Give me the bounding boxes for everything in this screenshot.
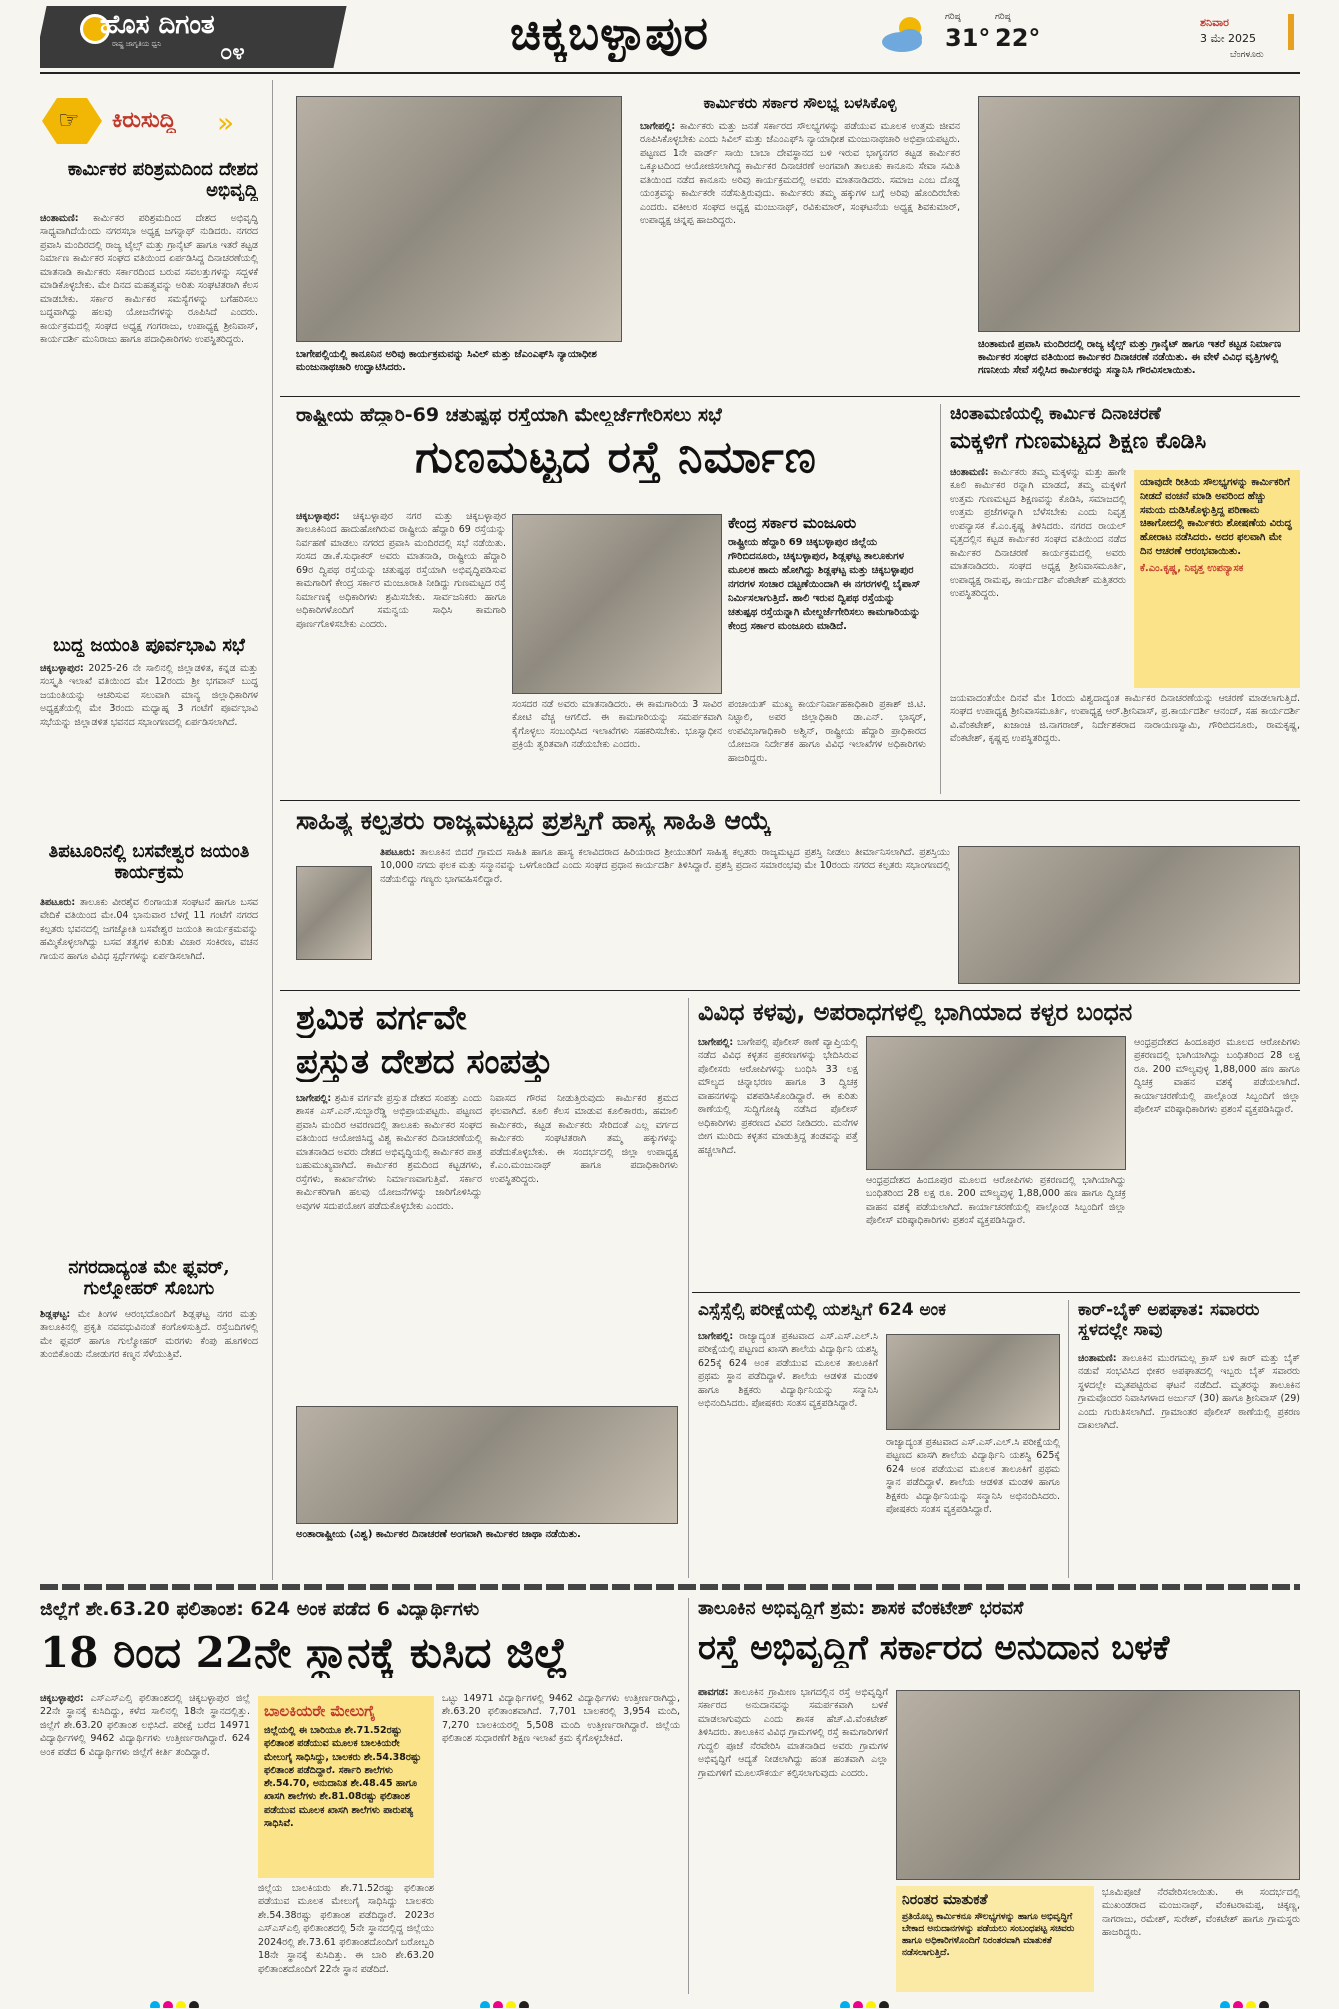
- temp-max: 31°: [945, 24, 991, 52]
- section-divider: [280, 396, 1300, 397]
- black-dot: [519, 2001, 529, 2008]
- paper-tagline: ರಾಷ್ಟ್ರ ಜಾಗೃತಿಯ ಧ್ವನಿ: [112, 40, 162, 48]
- story-headline: ವಿವಿಧ ಕಳವು, ಅಪರಾಧಗಳಲ್ಲಿ ಭಾಗಿಯಾದ ಕಳ್ಳರ ಬಂಧನ: [698, 998, 1133, 1026]
- brief-body: ಶಿಡ್ಲಘಟ್ಟ: ಮೇ ತಿಂಗಳ ಆರಂಭದೊಂದಿಗೆ ಶಿಡ್ಲಘಟ್ಟ ನಗರ ಮತ್ತು ತಾಲೂಕಿನಲ್ಲಿ ಪ್ರಕೃತಿ ನವವಧುವಿನಂತೆ ಕಂಗೊಳಿಸುತ್ತಿದೆ. ರಸ್ತೆಬದಿಗಳಲ್ಲಿ ಮೇ ಫ್ಲವರ್ ಹಾಗೂ ಗುಲ್ಮೋಹರ್ ಮರಗಳು ಕೆಂಪು ಹೂಗಳಿಂದ ತುಂಬಿಕೊಂಡು ನೋಡುಗರ ಕಣ್ಮನ ಸೆಳೆಯುತ್ತಿವೆ.: [40, 1309, 258, 1361]
- issue-date: 3 ಮೇ 2025: [1200, 32, 1257, 45]
- box-body: ಪ್ರತಿಯೊಬ್ಬ ಕಾರ್ಮಿಕನೂ ಸೌಲಭ್ಯಗಳನ್ನು ಹಾಗೂ ಅಭಿವೃದ್ಧಿಗೆ ಬೇಕಾದ ಅನುದಾನಗಳನ್ನು ಪಡೆಯಲು ಸಂಬಂಧಪಟ್ಟ ಸಚಿವರು ಹಾಗೂ ಅಧಿಕಾರಿಗಳೊಂದಿಗೆ ನಿರಂತರವಾಗಿ ಮಾತುಕತೆ ನಡೆಸಲಾಗುತ್ತಿದೆ.: [902, 1912, 1075, 1959]
- quote-text: ಯಾವುದೇ ರೀತಿಯ ಸೌಲಭ್ಯಗಳನ್ನು ಕಾರ್ಮಿಕರಿಗೆ ನೀಡದೆ ವಂಚನೆ ಮಾಡಿ ಅವರಿಂದ ಹೆಚ್ಚು ಸಮಯ ದುಡಿಸಿಕೊಳ್ಳುತ್ತಿದ್ದ ಪರಿಣಾಮ ಚಿಕಾಗೋದಲ್ಲಿ ಕಾರ್ಮಿಕರು ಶೋಷಣೆಯ ವಿರುದ್ಧ ಹೋರಾಟ ನಡೆಸಿದರು. ಅದರ ಫಲವಾಗಿ ಮೇ ದಿನ ಆಚರಣೆ ಆರಂಭವಾಯಿತು.: [1140, 477, 1292, 557]
- highlight-box: [896, 1886, 1094, 1992]
- story-body: ರಾಜ್ಯಾದ್ಯಂತ ಪ್ರಕಟವಾದ ಎಸ್.ಎಸ್.ಎಲ್.ಸಿ ಪರೀಕ್ಷೆಯಲ್ಲಿ ಪಟ್ಟಣದ ಖಾಸಗಿ ಶಾಲೆಯ ವಿದ್ಯಾರ್ಥಿನಿ ಯಶಸ್ವಿ 625ಕ್ಕೆ 624 ಅಂಕ ಪಡೆಯುವ ಮೂಲಕ ತಾಲೂಕಿಗೆ ಪ್ರಥಮ ಸ್ಥಾನ ಪಡೆದಿದ್ದಾಳೆ. ಶಾಲೆಯ ಆಡಳಿತ ಮಂಡಳಿ ಹಾಗೂ ಶಿಕ್ಷಕರು ವಿದ್ಯಾರ್ಥಿನಿಯನ್ನು ಸನ್ಮಾನಿಸಿ ಅಭಿನಂದಿಸಿದರು. ಪೋಷಕರು ಸಂತಸ ವ್ಯಕ್ತಪಡಿಸಿದ್ದಾರೆ.: [886, 1437, 1060, 1516]
- black-dot: [1259, 2001, 1269, 2008]
- event-photo: [296, 96, 622, 342]
- story-body: ಚಿಂತಾಮಣಿ: ಕಾರ್ಮಿಕರು ತಮ್ಮ ಮಕ್ಕಳನ್ನು ಮತ್ತು ಹಾಗೇ ಕೂಲಿ ಕಾರ್ಮಿಕರ ರನ್ನಾಗಿ ಮಾಡದೆ, ತಮ್ಮ ಮಕ್ಕಳಿಗೆ ಉತ್ತಮ ಗುಣಮಟ್ಟದ ಶಿಕ್ಷಣವನ್ನು ಕೊಡಿಸಿ, ಸಮಾಜದಲ್ಲಿ ಉತ್ತಮ ಪ್ರಜೆಗಳನ್ನಾಗಿ ಬೆಳೆಸಬೇಕು ಎಂದು ನಿವೃತ್ತ ಉಪನ್ಯಾಸಕ ಕೆ.ಎಂ.ಕೃಷ್ಣ ತಿಳಿಸಿದರು. ನಗರದ ರಾಯಲ್ ವೃತ್ತದಲ್ಲಿನ ಕಟ್ಟಡ ಕಾರ್ಮಿಕರ ಸಂಘದ ವತಿಯಿಂದ ನಡೆದ ಕಾರ್ಮಿಕರ ದಿನಾಚರಣೆ ಕಾರ್ಯಕ್ರಮದಲ್ಲಿ ಅವರು ಮಾತನಾಡಿದರು. ಸಂಘದ ಅಧ್ಯಕ್ಷ ಶ್ರೀನಿವಾಸಮೂರ್ತಿ, ಉಪಾಧ್ಯಕ್ಷ ರಾಮಪ್ಪ, ಕಾರ್ಯದರ್ಶಿ ವೆಂಕಟೇಶ್ ಮತ್ತಿತರರು ಉಪಸ್ಥಿತರಿದ್ದರು.: [950, 467, 1126, 600]
- story-headline: ಕಾರ್ಮಿಕರು ಸರ್ಕಾರ ಸೌಲಭ್ಯ ಬಳಸಿಕೊಳ್ಳಿ: [703, 94, 897, 112]
- quote-attribution: ಕೆ.ಎಂ.ಕೃಷ್ಣ, ನಿವೃತ್ತ ಉಪನ್ಯಾಸಕ: [1140, 562, 1244, 574]
- highlight-box: [258, 1696, 434, 1878]
- brief-headline: ನಗರದಾದ್ಯಂತ ಮೇ ಫ್ಲವರ್, ಗುಲ್ಮೋಹರ್ ಸೊಬಗು: [68, 1258, 230, 1299]
- registration-marks: [1220, 1996, 1300, 2008]
- event-photo: [978, 96, 1300, 332]
- cyan-dot: [1220, 2001, 1230, 2008]
- yellow-dot: [866, 2001, 876, 2008]
- column-divider: [272, 80, 273, 1580]
- story-body: ಆಂಧ್ರಪ್ರದೇಶದ ಹಿಂದೂಪುರ ಮೂಲದ ಆರೋಪಿಗಳು ಪ್ರಕರಣದಲ್ಲಿ ಭಾಗಿಯಾಗಿದ್ದು ಬಂಧಿತರಿಂದ 28 ಲಕ್ಷ ರೂ. 200 ಮೌಲ್ಯವುಳ್ಳ 1,88,000 ಹಣ ಹಾಗೂ ದ್ವಿಚಕ್ರ ವಾಹನ ವಶಕ್ಕೆ ಪಡೆಯಲಾಗಿದೆ. ಕಾರ್ಯಾಚರಣೆಯಲ್ಲಿ ಪಾಲ್ಗೊಂಡ ಸಿಬ್ಬಂದಿಗೆ ಜಿಲ್ಲಾ ಪೊಲೀಸ್ ವರಿಷ್ಠಾಧಿಕಾರಿಗಳು ಪ್ರಶಂಸೆ ವ್ಯಕ್ತಪಡಿಸಿದ್ದಾರೆ.: [866, 1175, 1126, 1227]
- box-body: ರಾಷ್ಟ್ರೀಯ ಹೆದ್ದಾರಿ 69 ಚಿಕ್ಕಬಳ್ಳಾಪುರ ಜಿಲ್ಲೆಯ ಗೌರಿಬಿದನೂರು, ಚಿಕ್ಕಬಳ್ಳಾಪುರ, ಶಿಡ್ಲಘಟ್ಟ ತಾಲೂಕುಗಳ ಮೂಲಕ ಹಾದು ಹೋಗಿದ್ದು ಶಿಡ್ಲಘಟ್ಟ ಮತ್ತು ಚಿಕ್ಕಬಳ್ಳಾಪುರ ನಗರಗಳ ಸಂಚಾರ ದಟ್ಟಣೆಯಿಂದಾಗಿ ಈ ನಗರಗಳಲ್ಲಿ ಬೈಪಾಸ್ ನಿರ್ಮಿಸಲಾಗುತ್ತಿದೆ. ಹಾಲಿ ಇರುವ ದ್ವಿಪಥ ರಸ್ತೆಯನ್ನು ಚತುಷ್ಪಥ ರಸ್ತೆಯನ್ನಾಗಿ ಮೇಲ್ದರ್ಜೆಗೇರಿಸಲು ಕಾಮಗಾರಿಯನ್ನು ಕೇಂದ್ರ ಸರ್ಕಾರ ಮಂಜೂರು ಮಾಡಿದೆ.: [728, 537, 921, 632]
- story-body: ಜಯವಾದಂತೆಯೇ ದಿನವೆ ಮೇ 1ರಂದು ವಿಶ್ವದಾದ್ಯಂತ ಕಾರ್ಮಿಕರ ದಿನಾಚರಣೆಯನ್ನು ಆಚರಣೆ ಮಾಡಲಾಗುತ್ತಿದೆ. ಸಂಘದ ಉಪಾಧ್ಯಕ್ಷ ಶ್ರೀನಿವಾಸಮೂರ್ತಿ, ಉಪಾಧ್ಯಕ್ಷ ಆರ್.ಶ್ರೀನಿವಾಸ್, ಪ್ರ.ಕಾರ್ಯದರ್ಶಿ ಆನಂದ್, ಸಹ ಕಾರ್ಯದರ್ಶಿ ವಿ.ವೆಂಕಟೇಶ್, ಖಜಾಂಚಿ ಜಿ.ನಾಗರಾಜ್, ನಿರ್ದೇಶಕರಾದ ನಾರಾಯಣಸ್ವಾಮಿ, ಗೌರಿಬಿದನೂರು, ರಾಮಕೃಷ್ಣ, ವೆಂಕಟೇಶ್, ಕೃಷ್ಣಪ್ಪ ಉಪಸ್ಥಿತರಿದ್ದರು.: [950, 693, 1300, 745]
- cyan-dot: [840, 2001, 850, 2008]
- story-body: ಒಟ್ಟು 14971 ವಿದ್ಯಾರ್ಥಿಗಳಲ್ಲಿ 9462 ವಿದ್ಯಾರ್ಥಿಗಳು ಉತ್ತೀರ್ಣರಾಗಿದ್ದು, ಶೇ.63.20 ಫಲಿತಾಂಶವಾಗಿದೆ. 7,701 ಬಾಲಕರಲ್ಲಿ 3,954 ಮಂದಿ, 7,270 ಬಾಲಕಿಯರಲ್ಲಿ 5,508 ಮಂದಿ ಉತ್ತೀರ್ಣರಾಗಿದ್ದಾರೆ. ಜಿಲ್ಲೆಯ ಫಲಿತಾಂಶ ಸುಧಾರಣೆಗೆ ಶಿಕ್ಷಣ ಇಲಾಖೆ ಕ್ರಮ ಕೈಗೊಳ್ಳಬೇಕಿದೆ.: [442, 1693, 680, 1745]
- paper-name: ಹೊಸ ದಿಗಂತ: [100, 10, 215, 40]
- student-photo: [886, 1334, 1060, 1430]
- brief-body: ಚಿಕ್ಕಬಳ್ಳಾಪುರ: 2025-26 ನೇ ಸಾಲಿನಲ್ಲಿ ಜಿಲ್ಲಾಡಳಿತ, ಕನ್ನಡ ಮತ್ತು ಸಂಸ್ಕೃತಿ ಇಲಾಖೆ ವತಿಯಿಂದ ಮೇ 12ರಂದು ಶ್ರೀ ಭಗವಾನ್ ಬುದ್ಧ ಜಯಂತಿಯನ್ನು ಆಚರಿಸುವ ಸಲುವಾಗಿ ಮಾನ್ಯ ಜಿಲ್ಲಾಧಿಕಾರಿಗಳ ಅಧ್ಯಕ್ಷತೆಯಲ್ಲಿ ಮೇ 3ರಂದು ಮಧ್ಯಾಹ್ನ 3 ಗಂಟೆಗೆ ಪೂರ್ವಭಾವಿ ಸಭೆಯನ್ನು ಜಿಲ್ಲಾಡಳಿತ ಭವನದ ಸಭಾಂಗಣದಲ್ಲಿ ಏರ್ಪಡಿಸಲಾಗಿದೆ.: [40, 663, 258, 728]
- black-dot: [189, 2001, 199, 2008]
- photo-caption: ಬಾಗೇಪಲ್ಲಿಯಲ್ಲಿ ಕಾನೂನಿನ ಅರಿವು ಕಾರ್ಯಕ್ರಮವನ್ನು ಸಿವಿಲ್ ಮತ್ತು ಜೆಎಂಎಫ್‌ಸಿ ನ್ಯಾಯಾಧೀಶ ಮಂಜುನಾಥಚಾರಿ ಉದ್ಘಾಟಿಸಿದರು.: [296, 349, 597, 373]
- ceremony-photo: [958, 846, 1300, 984]
- story-headline: ಗುಣಮಟ್ಟದ ರಸ್ತೆ ನಿರ್ಮಾಣ: [415, 432, 817, 483]
- magenta-dot: [163, 2001, 173, 2008]
- story-body: ಬಾಗೇಪಲ್ಲಿ: ಬಾಗೇಪಲ್ಲಿ ಪೊಲೀಸ್ ಠಾಣೆ ವ್ಯಾಪ್ತಿಯಲ್ಲಿ ನಡೆದ ವಿವಿಧ ಕಳ್ಳತನ ಪ್ರಕರಣಗಳನ್ನು ಭೇದಿಸಿರುವ ಪೊಲೀಸರು ಆರೋಪಿಗಳನ್ನು ಬಂಧಿಸಿ 33 ಲಕ್ಷ ಮೌಲ್ಯದ ಚಿನ್ನಾಭರಣ ಹಾಗೂ 3 ದ್ವಿಚಕ್ರ ವಾಹನಗಳನ್ನು ವಶಪಡಿಸಿಕೊಂಡಿದ್ದಾರೆ. ಈ ಕುರಿತು ಠಾಣೆಯಲ್ಲಿ ಸುದ್ದಿಗೋಷ್ಠಿ ನಡೆಸಿದ ಪೊಲೀಸ್ ಅಧಿಕಾರಿಗಳು ಪ್ರಕರಣದ ವಿವರ ನೀಡಿದರು. ಮನೆಗಳ ಬೀಗ ಮುರಿದು ಕಳ್ಳತನ ಮಾಡುತ್ತಿದ್ದ ತಂಡವನ್ನು ಪತ್ತೆ ಹಚ್ಚಲಾಗಿದೆ.: [698, 1037, 858, 1156]
- black-dot: [879, 2001, 889, 2008]
- story-kicker: ಚಿಂತಾಮಣಿಯಲ್ಲಿ ಕಾರ್ಮಿಕ ದಿನಾಚರಣೆ: [950, 404, 1161, 424]
- yellow-dot: [176, 2001, 186, 2008]
- yellow-dot: [1246, 2001, 1256, 2008]
- photo-caption: ಅಂತಾರಾಷ್ಟ್ರೀಯ (ವಿಶ್ವ) ಕಾರ್ಮಿಕರ ದಿನಾಚರಣೆ ಅಂಗವಾಗಿ ಕಾರ್ಮಿಕರ ಜಾಥಾ ನಡೆಯಿತು.: [296, 1529, 581, 1540]
- story-body: ನಿವಾಸದ ಗೌರವ ನೀಡುತ್ತಿರುವುದು ಕಾರ್ಮಿಕರ ಶ್ರಮದ ಫಲವಾಗಿದೆ. ಕೂಲಿ ಕೆಲಸ ಮಾಡುವ ಕೂಲಿಕಾರರು, ಹಮಾಲಿ ಕಾರ್ಮಿಕರು, ಕಟ್ಟಡ ಕಾರ್ಮಿಕರು ಸೇರಿದಂತೆ ಎಲ್ಲ ವರ್ಗದ ಕಾರ್ಮಿಕರು ಸಂಘಟಿತರಾಗಿ ತಮ್ಮ ಹಕ್ಕುಗಳನ್ನು ಪಡೆದುಕೊಳ್ಳಬೇಕು. ಈ ಸಂದರ್ಭದಲ್ಲಿ ಜಿಲ್ಲಾ ಉಪಾಧ್ಯಕ್ಷ ಕೆ.ಎಂ.ಮಂಜುನಾಥ್ ಹಾಗೂ ಪದಾಧಿಕಾರಿಗಳು ಉಪಸ್ಥಿತರಿದ್ದರು.: [490, 1093, 678, 1185]
- brief-headline: ಕಾರ್ಮಿಕರ ಪರಿಶ್ರಮದಿಂದ ದೇಶದ ಅಭಿವೃದ್ಧಿ: [67, 160, 258, 201]
- story-body: ಭೂಮಿಪೂಜೆ ನೆರವೇರಿಸಲಾಯಿತು. ಈ ಸಂದರ್ಭದಲ್ಲಿ ಮುಖಂಡರಾದ ಮಂಜುನಾಥ್, ವೆಂಕಟರಾಮಪ್ಪ, ಚಿಕ್ಕಣ್ಣ, ನಾಗರಾಜು, ರಮೇಶ್, ಸುರೇಶ್, ವೆಂಕಟೇಶ್ ಹಾಗೂ ಗ್ರಾಮಸ್ಥರು ಹಾಜರಿದ್ದರು.: [1102, 1887, 1300, 1939]
- partly-cloudy-icon: [880, 12, 930, 56]
- story-kicker: ತಾಲೂಕಿನ ಅಭಿವೃದ್ಧಿಗೆ ಶ್ರಮ: ಶಾಸಕ ವೆಂಕಟೇಶ್ ಭರವಸೆ: [698, 1598, 1024, 1619]
- issue-city: ಬೆಂಗಳೂರು: [1230, 50, 1264, 60]
- quote-box: [1134, 470, 1300, 688]
- story-headline-line2: ಪ್ರಸ್ತುತ ದೇಶದ ಸಂಪತ್ತು: [296, 1042, 554, 1082]
- rally-photo: [296, 1406, 678, 1524]
- story-kicker: ಜಿಲ್ಲೆಗೆ ಶೇ.63.20 ಫಲಿತಾಂಶ: 624 ಅಂಕ ಪಡೆದ 6 ವಿದ್ಯಾರ್ಥಿಗಳು: [40, 1598, 480, 1620]
- column-divider: [688, 998, 689, 1578]
- story-headline: ರಸ್ತೆ ಅಭಿವೃದ್ಧಿಗೆ ಸರ್ಕಾರದ ಅನುದಾನ ಬಳಕೆ: [698, 1628, 1170, 1668]
- brief-headline: ತಿಪಟೂರಿನಲ್ಲಿ ಬಸವೇಶ್ವರ ಜಯಂತಿ ಕಾರ್ಯಕ್ರಮ: [48, 842, 250, 883]
- magenta-dot: [853, 2001, 863, 2008]
- highlight-box: [728, 514, 926, 694]
- section-divider: [280, 800, 1300, 801]
- story-headline: ಸಾಹಿತ್ಯ ಕಲ್ಪತರು ರಾಜ್ಯಮಟ್ಟದ ಪ್ರಶಸ್ತಿಗೆ ಹಾಸ್ಯ ಸಾಹಿತಿ ಆಯ್ಕೆ: [296, 806, 772, 835]
- section-band: [40, 1584, 1300, 1590]
- story-body: ಚಿಕ್ಕಬಳ್ಳಾಪುರ: ಎಸ್ಎಸ್ಎಲ್ಸಿ ಫಲಿತಾಂಶದಲ್ಲಿ ಚಿಕ್ಕಬಳ್ಳಾಪುರ ಜಿಲ್ಲೆ 22ನೇ ಸ್ಥಾನಕ್ಕೆ ಕುಸಿದಿದ್ದು, ಕಳೆದ ಸಾಲಿನಲ್ಲಿ 18ನೇ ಸ್ಥಾನದಲ್ಲಿತ್ತು. ಜಿಲ್ಲೆಗೆ ಶೇ.63.20 ಫಲಿತಾಂಶ ಲಭಿಸಿದೆ. ಪರೀಕ್ಷೆ ಬರೆದ 14971 ವಿದ್ಯಾರ್ಥಿಗಳಲ್ಲಿ 9462 ವಿದ್ಯಾರ್ಥಿಗಳು ಉತ್ತೀರ್ಣರಾಗಿದ್ದಾರೆ. 624 ಅಂಕ ಪಡೆದ 6 ವಿದ್ಯಾರ್ಥಿಗಳು ಜಿಲ್ಲೆಗೆ ಕೀರ್ತಿ ತಂದಿದ್ದಾರೆ.: [40, 1693, 250, 1758]
- story-kicker: ರಾಷ್ಟ್ರೀಯ ಹೆದ್ದಾರಿ-69 ಚತುಷ್ಪಥ ರಸ್ತೆಯಾಗಿ ಮೇಲ್ದರ್ಜೆಗೇರಿಸಲು ಸಭೆ: [296, 404, 722, 426]
- meeting-photo: [512, 514, 722, 694]
- magenta-dot: [1233, 2001, 1243, 2008]
- column-divider: [1068, 1300, 1069, 1578]
- column-divider: [940, 404, 941, 794]
- brief-headline: ಬುದ್ಧ ಜಯಂತಿ ಪೂರ್ವಭಾವಿ ಸಭೆ: [53, 636, 245, 656]
- story-headline: ಕಾರ್-ಬೈಕ್ ಅಪಘಾತ: ಸವಾರರು ಸ್ಥಳದಲ್ಲೇ ಸಾವು: [1078, 1300, 1260, 1340]
- story-body: ಪಾವಗಡ: ತಾಲೂಕಿನ ಗ್ರಾಮೀಣ ಭಾಗದಲ್ಲಿನ ರಸ್ತೆ ಅಭಿವೃದ್ಧಿಗೆ ಸರ್ಕಾರದ ಅನುದಾನವನ್ನು ಸಮರ್ಪಕವಾಗಿ ಬಳಕೆ ಮಾಡಲಾಗುವುದು ಎಂದು ಶಾಸಕ ಹೆಚ್.ವಿ.ವೆಂಕಟೇಶ್ ತಿಳಿಸಿದರು. ತಾಲೂಕಿನ ವಿವಿಧ ಗ್ರಾಮಗಳಲ್ಲಿ ರಸ್ತೆ ಕಾಮಗಾರಿಗಳಿಗೆ ಗುದ್ದಲಿ ಪೂಜೆ ನೆರವೇರಿಸಿ ಮಾತನಾಡಿದ ಅವರು ಗ್ರಾಮಗಳ ಅಭಿವೃದ್ಧಿಗೆ ಆದ್ಯತೆ ನೀಡಲಾಗಿದ್ದು ಹಂತ ಹಂತವಾಗಿ ಎಲ್ಲಾ ಗ್ರಾಮಗಳಿಗೆ ಮೂಲಸೌಕರ್ಯ ಕಲ್ಪಿಸಲಾಗುವುದು ಎಂದರು.: [698, 1687, 888, 1779]
- yellow-dot: [506, 2001, 516, 2008]
- story-body: ಬಾಗೇಪಲ್ಲಿ: ರಾಜ್ಯಾದ್ಯಂತ ಪ್ರಕಟವಾದ ಎಸ್.ಎಸ್.ಎಲ್.ಸಿ ಪರೀಕ್ಷೆಯಲ್ಲಿ ಪಟ್ಟಣದ ಖಾಸಗಿ ಶಾಲೆಯ ವಿದ್ಯಾರ್ಥಿನಿ ಯಶಸ್ವಿ 625ಕ್ಕೆ 624 ಅಂಕ ಪಡೆಯುವ ಮೂಲಕ ತಾಲೂಕಿಗೆ ಪ್ರಥಮ ಸ್ಥಾನ ಪಡೆದಿದ್ದಾಳೆ. ಶಾಲೆಯ ಆಡಳಿತ ಮಂಡಳಿ ಹಾಗೂ ಶಿಕ್ಷಕರು ವಿದ್ಯಾರ್ಥಿನಿಯನ್ನು ಸನ್ಮಾನಿಸಿ ಅಭಿನಂದಿಸಿದರು. ಪೋಷಕರು ಸಂತಸ ವ್ಯಕ್ತಪಡಿಸಿದ್ದಾರೆ.: [698, 1331, 878, 1410]
- story-headline-line1: ಶ್ರಮಿಕ ವರ್ಗವೇ: [296, 998, 467, 1038]
- story-body: ಬಾಗೇಪಲ್ಲಿ: ಶ್ರಮಿಕ ವರ್ಗವೇ ಪ್ರಸ್ತುತ ದೇಶದ ಸಂಪತ್ತು ಎಂದು ಶಾಸಕ ಎಸ್.ಎನ್.ಸುಬ್ಬಾರೆಡ್ಡಿ ಅಭಿಪ್ರಾಯಪಟ್ಟರು. ಪಟ್ಟಣದ ಪ್ರವಾಸಿ ಮಂದಿರ ಆವರಣದಲ್ಲಿ ತಾಲೂಕು ಕಾರ್ಮಿಕರ ಸಂಘದ ವತಿಯಿಂದ ಆಯೋಜಿಸಿದ್ದ ವಿಶ್ವ ಕಾರ್ಮಿಕರ ದಿನಾಚರಣೆಯಲ್ಲಿ ಮಾತನಾಡಿದ ಅವರು ದೇಶದ ಅಭಿವೃದ್ಧಿಯಲ್ಲಿ ಕಾರ್ಮಿಕರ ಪಾತ್ರ ಬಹುಮುಖ್ಯವಾಗಿದೆ. ಕಾರ್ಮಿಕರ ಶ್ರಮದಿಂದ ಕಟ್ಟಡಗಳು, ರಸ್ತೆಗಳು, ಕಾರ್ಖಾನೆಗಳು ನಿರ್ಮಾಣವಾಗುತ್ತಿವೆ. ಸರ್ಕಾರ ಕಾರ್ಮಿಕರಿಗಾಗಿ ಹಲವು ಯೋಜನೆಗಳನ್ನು ಜಾರಿಗೊಳಿಸಿದ್ದು ಅವುಗಳ ಸದುಪಯೋಗ ಪಡೆದುಕೊಳ್ಳಬೇಕು ಎಂದರು.: [296, 1093, 482, 1212]
- photo-caption: ಚಿಂತಾಮಣಿ ಪ್ರವಾಸಿ ಮಂದಿರದಲ್ಲಿ ರಾಜ್ಯ ಟೈಲ್ಸ್ ಮತ್ತು ಗ್ರಾನೈಟ್ ಹಾಗೂ ಇತರೆ ಕಟ್ಟಡ ನಿರ್ಮಾಣ ಕಾರ್ಮಿಕರ ಸಂಘದ ವತಿಯಿಂದ ಕಾರ್ಮಿಕರ ದಿನಾಚರಣೆ ನಡೆಯಿತು. ಈ ವೇಳೆ ವಿವಿಧ ವೃತ್ತಿಗಳಲ್ಲಿ ಗಣನೀಯ ಸೇವೆ ಸಲ್ಲಿಸಿದ ಕಾರ್ಮಿಕರನ್ನು ಸನ್ಮಾನಿಸಿ ಗೌರವಿಸಲಾಯಿತು.: [978, 339, 1282, 376]
- story-body: ಆಂಧ್ರಪ್ರದೇಶದ ಹಿಂದೂಪುರ ಮೂಲದ ಆರೋಪಿಗಳು ಪ್ರಕರಣದಲ್ಲಿ ಭಾಗಿಯಾಗಿದ್ದು ಬಂಧಿತರಿಂದ 28 ಲಕ್ಷ ರೂ. 200 ಮೌಲ್ಯವುಳ್ಳ 1,88,000 ಹಣ ಹಾಗೂ ದ್ವಿಚಕ್ರ ವಾಹನ ವಶಕ್ಕೆ ಪಡೆಯಲಾಗಿದೆ. ಕಾರ್ಯಾಚರಣೆಯಲ್ಲಿ ಪಾಲ್ಗೊಂಡ ಸಿಬ್ಬಂದಿಗೆ ಜಿಲ್ಲಾ ಪೊಲೀಸ್ ವರಿಷ್ಠಾಧಿಕಾರಿಗಳು ಪ್ರಶಂಸೆ ವ್ಯಕ್ತಪಡಿಸಿದ್ದಾರೆ.: [1134, 1037, 1300, 1116]
- chevrons-icon: »: [217, 106, 235, 139]
- masthead: [40, 6, 1300, 68]
- box-headline: ಬಾಲಕಿಯರೇ ಮೇಲುಗೈ: [264, 1702, 376, 1720]
- section-divider: [280, 990, 1300, 991]
- story-body: ಚಿಕ್ಕಬಳ್ಳಾಪುರ: ಚಿಕ್ಕಬಳ್ಳಾಪುರ ನಗರ ಮತ್ತು ಚಿಕ್ಕಬಳ್ಳಾಪುರ ತಾಲೂಕಿನಿಂದ ಹಾದುಹೋಗಿರುವ ರಾಷ್ಟ್ರೀಯ ಹೆದ್ದಾರಿ 69 ರಸ್ತೆಯನ್ನು ನಿರ್ವಹಣೆ ಮಾಡಲು ನಗರದ ಪ್ರವಾಸಿ ಮಂದಿರದಲ್ಲಿ ಸಭೆ ನಡೆಯಿತು. ಸಂಸದ ಡಾ.ಕೆ.ಸುಧಾಕರ್ ಅವರು ಮಾತನಾಡಿ, ರಾಷ್ಟ್ರೀಯ ಹೆದ್ದಾರಿ 69ರ ದ್ವಿಪಥ ರಸ್ತೆಯನ್ನು ಚತುಷ್ಪಥ ರಸ್ತೆಯಾಗಿ ಅಭಿವೃದ್ಧಿಪಡಿಸುವ ಕಾಮಗಾರಿಗೆ ಕೇಂದ್ರ ಸರ್ಕಾರ ಮಂಜೂರಾತಿ ನೀಡಿದ್ದು ಗುಣಮಟ್ಟದ ರಸ್ತೆ ನಿರ್ಮಾಣಕ್ಕೆ ಅಧಿಕಾರಿಗಳು ಶ್ರಮಿಸಬೇಕು. ಸಾರ್ವಜನಿಕರು ಹಾಗೂ ಅಧಿಕಾರಿಗಳೊಂದಿಗೆ ಸಮನ್ವಯ ಸಾಧಿಸಿ ಕಾಮಗಾರಿ ಪೂರ್ಣಗೊಳಿಸಬೇಕು ಎಂದರು.: [296, 511, 506, 630]
- cyan-dot: [150, 2001, 160, 2008]
- story-body: ಜಿಲ್ಲೆಯ ಬಾಲಕಿಯರು ಶೇ.71.52ರಷ್ಟು ಫಲಿತಾಂಶ ಪಡೆಯುವ ಮೂಲಕ ಮೇಲುಗೈ ಸಾಧಿಸಿದ್ದು ಬಾಲಕರು ಶೇ.54.38ರಷ್ಟು ಫಲಿತಾಂಶ ಪಡೆದಿದ್ದಾರೆ. 2023ರ ಎಸ್ಎಸ್ಎಲ್ಸಿ ಫಲಿತಾಂಶದಲ್ಲಿ 5ನೇ ಸ್ಥಾನದಲ್ಲಿದ್ದ ಜಿಲ್ಲೆಯು 2024ರಲ್ಲಿ ಶೇ.73.61 ಫಲಿತಾಂಶದೊಂದಿಗೆ ಬರೋಬ್ಬರಿ 18ನೇ ಸ್ಥಾನಕ್ಕೆ ಕುಸಿದಿತ್ತು. ಈ ಬಾರಿ ಶೇ.63.20 ಫಲಿತಾಂಶದೊಂದಿಗೆ 22ನೇ ಸ್ಥಾನ ಪಡೆದಿದೆ.: [258, 1883, 434, 1975]
- magenta-dot: [493, 2001, 503, 2008]
- registration-marks: [840, 1996, 920, 2008]
- portrait-photo: [296, 866, 372, 960]
- story-body: ಬಾಗೇಪಲ್ಲಿ: ಕಾರ್ಮಿಕರು ಮತ್ತು ಜನತೆ ಸರ್ಕಾರದ ಸೌಲಭ್ಯಗಳನ್ನು ಪಡೆಯುವ ಮೂಲಕ ಉತ್ತಮ ಜೀವನ ರೂಪಿಸಿಕೊಳ್ಳಬೇಕು ಎಂದು ಸಿವಿಲ್ ಮತ್ತು ಜೆಎಂಎಫ್‌ಸಿ ನ್ಯಾಯಾಧೀಶ ಮಂಜುನಾಥಚಾರಿ ಅಭಿಪ್ರಾಯಪಟ್ಟರು. ಪಟ್ಟಣದ 1ನೇ ವಾರ್ಡ್ ಸಾಯಿ ಬಾಬಾ ದೇವಸ್ಥಾನದ ಬಳಿ ಇರುವ ಭಾಗ್ಯನಗರ ಕಟ್ಟಡ ಕಾರ್ಮಿಕರ ಒಕ್ಕೂಟದಿಂದ ಆಯೋಜಿಸಲಾಗಿದ್ದ ಕಾರ್ಮಿಕರ ದಿನಾಚರಣೆ ಅಂಗವಾಗಿ ತಾಲೂಕು ಕಾನೂನು ಸೇವಾ ಸಮಿತಿ ವತಿಯಿಂದ ನಡೆದ ಕಾನೂನು ಅರಿವು ಕಾರ್ಯಕ್ರಮದಲ್ಲಿ ಅವರು ಮಾತನಾಡಿದರು. ಸಮಾಜ ಎಂಬ ದೊಡ್ಡ ಯಂತ್ರವನ್ನು ಕಾರ್ಮಿಕರೇ ನಡೆಸುತ್ತಿರುವುದು. ಕಾರ್ಮಿಕರು ತಮ್ಮ ಹಕ್ಕುಗಳ ಬಗ್ಗೆ ಅರಿವು ಹೊಂದಿರಬೇಕು ಎಂದರು. ವಕೀಲರ ಸಂಘದ ಅಧ್ಯಕ್ಷ ಮಂಜುನಾಥ್, ರವಿಕುಮಾರ್, ಸಂಘಟನೆಯ ಅಧ್ಯಕ್ಷ ಶಿವಕುಮಾರ್, ಉಪಾಧ್ಯಕ್ಷ ಚಿನ್ನಪ್ಪ ಹಾಜರಿದ್ದರು.: [640, 121, 960, 227]
- story-headline: 18 ರಿಂದ 22ನೇ ಸ್ಥಾನಕ್ಕೆ ಕುಸಿದ ಜಿಲ್ಲೆ: [40, 1628, 569, 1677]
- hand-icon: ☞: [58, 106, 80, 134]
- story-body: ತಿಪಟೂರು: ತಾಲೂಕಿನ ಬಿದರೆ ಗ್ರಾಮದ ಸಾಹಿತಿ ಹಾಗೂ ಹಾಸ್ಯ ಕಲಾವಿದರಾದ ಹಿರಿಯರಾದ ಶ್ರೀಯುತರಿಗೆ ಸಾಹಿತ್ಯ ಕಲ್ಪತರು ರಾಜ್ಯಮಟ್ಟದ ಪ್ರಶಸ್ತಿ ನೀಡಲು ತೀರ್ಮಾನಿಸಲಾಗಿದೆ. ಪ್ರಶಸ್ತಿಯು 10,000 ನಗದು ಫಲಕ ಮತ್ತು ಸನ್ಮಾನವನ್ನು ಒಳಗೊಂಡಿದೆ ಎಂದು ಸಂಘದ ಪ್ರಧಾನ ಕಾರ್ಯದರ್ಶಿ ತಿಳಿಸಿದ್ದಾರೆ. ಪ್ರಶಸ್ತಿ ಪ್ರದಾನ ಸಮಾರಂಭವು ಮೇ 10ರಂದು ನಗರದ ಕಲ್ಪತರು ಸಭಾಂಗಣದಲ್ಲಿ ನಡೆಯಲಿದ್ದು ಗಣ್ಯರು ಭಾಗವಹಿಸಲಿದ್ದಾರೆ.: [380, 847, 950, 885]
- box-body: ಜಿಲ್ಲೆಯಲ್ಲಿ ಈ ಬಾರಿಯೂ ಶೇ.71.52ರಷ್ಟು ಫಲಿತಾಂಶ ಪಡೆಯುವ ಮೂಲಕ ಬಾಲಕಿಯರೇ ಮೇಲುಗೈ ಸಾಧಿಸಿದ್ದು, ಬಾಲಕರು ಶೇ.54.38ರಷ್ಟು ಫಲಿತಾಂಶ ಪಡೆದಿದ್ದಾರೆ. ಸರ್ಕಾರಿ ಶಾಲೆಗಳು ಶೇ.54.70, ಅನುದಾನಿತ ಶೇ.48.45 ಹಾಗೂ ಖಾಸಗಿ ಶಾಲೆಗಳು ಶೇ.81.08ರಷ್ಟು ಫಲಿತಾಂಶ ಪಡೆಯುವ ಮೂಲಕ ಖಾಸಗಿ ಶಾಲೆಗಳು ಪಾರುಪತ್ಯ ಸಾಧಿಸಿವೆ.: [264, 1725, 422, 1830]
- groundbreaking-photo: [896, 1690, 1300, 1880]
- section-divider: [692, 1292, 1300, 1293]
- brief-body: ತಿಪಟೂರು: ತಾಲೂಕು ವೀರಶೈವ ಲಿಂಗಾಯತ ಸಂಘಟನೆ ಹಾಗೂ ಬಸವ ವೇದಿಕೆ ವತಿಯಿಂದ ಮೇ.04 ಭಾನುವಾರ ಬೆಳಗ್ಗೆ 11 ಗಂಟೆಗೆ ನಗರದ ಕಲ್ಪತರು ಭವನದಲ್ಲಿ ಜಗಜ್ಯೋತಿ ಬಸವೇಶ್ವರ ಜಯಂತಿ ಕಾರ್ಯಕ್ರಮವನ್ನು ಹಮ್ಮಿಕೊಳ್ಳಲಾಗಿದ್ದು ಬಸವ ತತ್ವಗಳ ಕುರಿತು ವಿಚಾರ ಸಂಕಿರಣ, ವಚನ ಗಾಯನ ಹಾಗೂ ವಿವಿಧ ಸ್ಪರ್ಧೆಗಳನ್ನು ಏರ್ಪಡಿಸಲಾಗಿದೆ.: [40, 897, 258, 962]
- temp-max-label: ಗರಿಷ್ಠ: [945, 12, 961, 22]
- section-label: ಕಿರುಸುದ್ದಿ: [112, 108, 176, 133]
- column-divider: [688, 1598, 689, 1994]
- temp-min: 22°: [995, 24, 1041, 52]
- kiru-suddi-badge: [42, 98, 252, 144]
- story-body: ಪಂಚಾಯತ್ ಮುಖ್ಯ ಕಾರ್ಯನಿರ್ವಾಹಕಾಧಿಕಾರಿ ಪ್ರಕಾಶ್ ಜಿ.ಟಿ. ನಿಟ್ಟಾಲಿ, ಅಪರ ಜಿಲ್ಲಾಧಿಕಾರಿ ಡಾ.ಎನ್. ಭಾಸ್ಕರ್, ಉಪವಿಭಾಗಾಧಿಕಾರಿ ಅಶ್ವಿನ್, ರಾಷ್ಟ್ರೀಯ ಹೆದ್ದಾರಿ ಪ್ರಾಧಿಕಾರದ ಯೋಜನಾ ನಿರ್ದೇಶಕ ಹಾಗೂ ವಿವಿಧ ಇಲಾಖೆಗಳ ಅಧಿಕಾರಿಗಳು ಹಾಜರಿದ್ದರು.: [728, 699, 926, 764]
- story-headline: ಎಸ್ಸೆಸ್ಸೆಲ್ಸಿ ಪರೀಕ್ಷೆಯಲ್ಲಿ ಯಶಸ್ವಿಗೆ 624 ಅಂಕ: [698, 1300, 946, 1320]
- story-body: ಚಿಂತಾಮಣಿ: ತಾಲೂಕಿನ ಮುರಗಮಲ್ಲ ಕ್ರಾಸ್ ಬಳಿ ಕಾರ್ ಮತ್ತು ಬೈಕ್ ನಡುವೆ ಸಂಭವಿಸಿದ ಭೀಕರ ಅಪಘಾತದಲ್ಲಿ ಇಬ್ಬರು ಬೈಕ್ ಸವಾರರು ಸ್ಥಳದಲ್ಲೇ ಮೃತಪಟ್ಟಿರುವ ಘಟನೆ ನಡೆದಿದೆ. ಮೃತರನ್ನು ತಾಲೂಕಿನ ಗ್ರಾಮವೊಂದರ ನಿವಾಸಿಗಳಾದ ಅರ್ಜುನ್ (30) ಹಾಗೂ ಶ್ರೀನಿವಾಸ್ (29) ಎಂದು ಗುರುತಿಸಲಾಗಿದೆ. ಗ್ರಾಮಾಂತರ ಪೊಲೀಸ್ ಠಾಣೆಯಲ್ಲಿ ಪ್ರಕರಣ ದಾಖಲಾಗಿದೆ.: [1078, 1353, 1300, 1432]
- brief-body: ಚಿಂತಾಮಣಿ: ಕಾರ್ಮಿಕರ ಪರಿಶ್ರಮದಿಂದ ದೇಶದ ಅಭಿವೃದ್ಧಿ ಸಾಧ್ಯವಾಗಿದೆಯೆಂದು ನಗರಸಭಾ ಅಧ್ಯಕ್ಷ ಜಗನ್ನಾಥ್ ನುಡಿದರು. ನಗರದ ಪ್ರವಾಸಿ ಮಂದಿರದಲ್ಲಿ ರಾಜ್ಯ ಟೈಲ್ಸ್ ಮತ್ತು ಗ್ರಾನೈಟ್ ಹಾಗೂ ಇತರೆ ಕಟ್ಟಡ ನಿರ್ಮಾಣ ಕಾರ್ಮಿಕರ ಸಂಘದ ವತಿಯಿಂದ ಏರ್ಪಡಿಸಿದ್ದ ದಿನಾಚರಣೆಯಲ್ಲಿ ಮಾತನಾಡಿ ಕಾರ್ಮಿಕರು ಸರ್ಕಾರದಿಂದ ಬರುವ ಸವಲತ್ತುಗಳನ್ನು ಸದ್ಬಳಕೆ ಮಾಡಿಕೊಳ್ಳಬೇಕು. ಮೇ ದಿನದ ಮಹತ್ವವನ್ನು ಅರಿತು ಸಂಘಟಿತರಾಗಿ ಕೆಲಸ ಮಾಡಬೇಕು. ಸರ್ಕಾರ ಕಾರ್ಮಿಕರ ಸಮಸ್ಯೆಗಳನ್ನು ಬಗೆಹರಿಸಲು ಬದ್ಧವಾಗಿದ್ದು ಹಲವು ಯೋಜನೆಗಳನ್ನು ರೂಪಿಸಿದೆ ಎಂದರು. ಕಾರ್ಯಕ್ರಮದಲ್ಲಿ ಸಂಘದ ಅಧ್ಯಕ್ಷ ಗಂಗರಾಜು, ಉಪಾಧ್ಯಕ್ಷ ಶ್ರೀನಿವಾಸ್, ಕಾರ್ಯದರ್ಶಿ ಮುನಿರಾಜು ಹಾಗೂ ಪದಾಧಿಕಾರಿಗಳು ಉಪಸ್ಥಿತರಿದ್ದರು.: [40, 213, 258, 346]
- issue-day: ಶನಿವಾರ: [1200, 16, 1229, 29]
- cyan-dot: [480, 2001, 490, 2008]
- box-headline: ನಿರಂತರ ಮಾತುಕತೆ: [902, 1892, 988, 1908]
- story-headline: ಮಕ್ಕಳಿಗೆ ಗುಣಮಟ್ಟದ ಶಿಕ್ಷಣ ಕೊಡಿಸಿ: [950, 428, 1207, 454]
- temp-min-label: ಗರಿಷ್ಠ: [995, 12, 1011, 22]
- district-title: ಚಿಕ್ಕಬಳ್ಳಾಪುರ: [510, 6, 710, 60]
- box-headline: ಕೇಂದ್ರ ಸರ್ಕಾರ ಮಂಜೂರು: [728, 514, 857, 532]
- edition-code: ೦೪: [220, 40, 245, 65]
- masthead-divider: [40, 72, 1300, 74]
- registration-marks: [480, 1996, 560, 2008]
- police-photo: [866, 1036, 1126, 1170]
- registration-marks: [150, 1996, 230, 2008]
- story-body: ಸಂಸದರ ನಡೆ ಅವರು ಮಾತನಾಡಿದರು. ಈ ಕಾಮಗಾರಿಯ 3 ಸಾವಿರ ಕೋಟಿ ವೆಚ್ಚ ಆಗಲಿದೆ. ಈ ಕಾಮಗಾರಿಯನ್ನು ಸಮರ್ಪಕವಾಗಿ ಕೈಗೊಳ್ಳಲು ಸಂಬಂಧಿಸಿದ ಇಲಾಖೆಗಳು ಸಹಕರಿಸಬೇಕು. ಭೂಸ್ವಾಧೀನ ಪ್ರಕ್ರಿಯೆ ತ್ವರಿತವಾಗಿ ನಡೆಯಬೇಕು ಎಂದರು.: [512, 699, 722, 751]
